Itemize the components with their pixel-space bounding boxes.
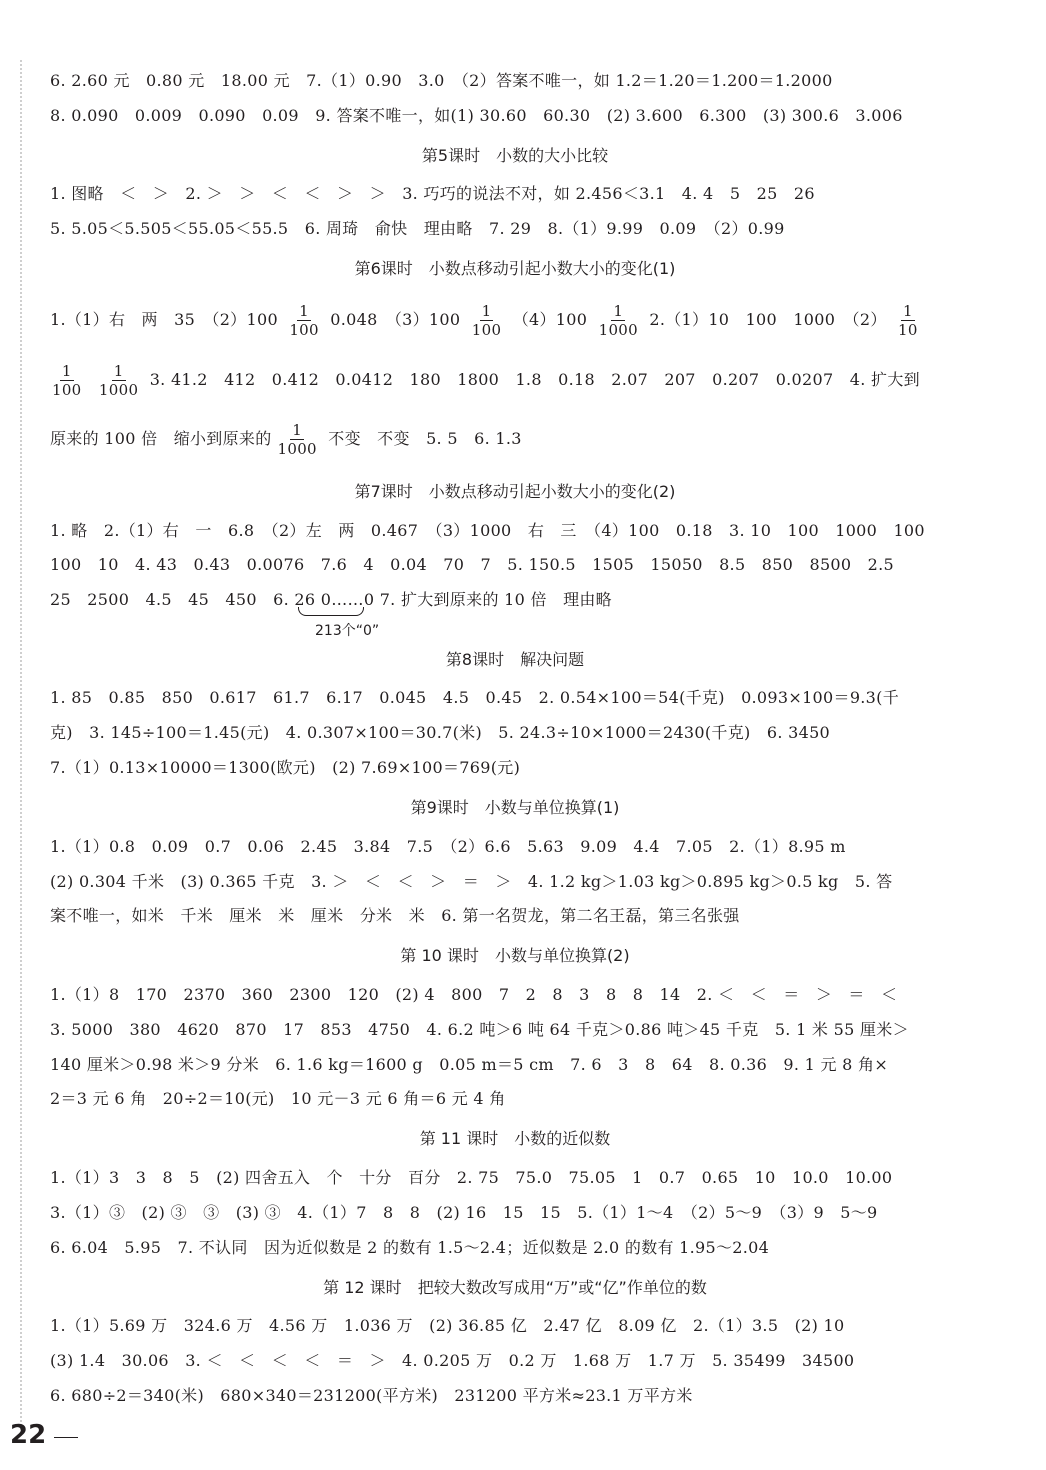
answer-text: 7. 扩大到原来的 10 倍 理由略 [379, 590, 612, 609]
fraction-1-100: $\frac{1}{100}$ [289, 302, 319, 339]
brace-annotation: 213个“0” [315, 623, 380, 639]
answer-line-with-fractions [46, 356, 976, 404]
answer-line: 1. 图略 ＜ ＞ 2. ＞ ＞ ＜ ＜ ＞ ＞ 3. 巧巧的说法不对，如 2.456＜3.1 4. 4 5 25 26 [50, 184, 815, 203]
underbrace [298, 607, 364, 616]
answer-text: 1.（1）右 两 35 （2）100 [50, 310, 278, 329]
answer-line: 140 厘米＞0.98 米＞9 分米 6. 1.6 kg＝1600 g 0.05 m＝5 cm 7. 6 3 8 64 8. 0.36 9. 1 元 8 角× [50, 1055, 889, 1074]
answer-line-with-fractions [50, 415, 980, 463]
lesson-number: 第6课时 [354, 259, 413, 278]
lesson-heading [50, 941, 980, 971]
answer-line: (3) 1.4 30.06 3. ＜ ＜ ＜ ＜ ＝ ＞ 4. 0.205 万 0.2 万 1.68 万 1.7 万 5. 35499 34500 [50, 1351, 855, 1370]
lesson-heading [50, 1273, 980, 1303]
lesson-title: 小数的近似数 [514, 1129, 611, 1148]
answer-line-with-fractions [50, 296, 980, 344]
answer-line: 1.（1）3 3 8 5 (2) 四舍五入 个 十分 百分 2. 75 75.0 75.05 1 0.7 0.65 10 10.0 10.00 [50, 1168, 893, 1187]
answer-line: 案不唯一，如米 千米 厘米 米 厘米 分米 米 6. 第一名贺龙，第二名王磊，第三名张强 [50, 906, 740, 925]
fraction-1-100: $\frac{1}{100}$ [52, 362, 82, 399]
answer-line: 6. 2.60 元 0.80 元 18.00 元 7.（1）0.90 3.0 （2）答案不唯一，如 1.2＝1.20＝1.200＝1.2000 [50, 71, 833, 90]
fraction-1-10: $\frac{1}{10}$ [898, 302, 918, 339]
lesson-heading [50, 477, 980, 507]
lesson-heading [50, 141, 980, 171]
answer-text: 原来的 100 倍 缩小到原来的 [50, 429, 272, 448]
fraction-1-1000: $\frac{1}{1000}$ [277, 421, 317, 458]
fraction-1-1000: $\frac{1}{1000}$ [98, 362, 139, 399]
lesson-title: 把较大数改写成用“万”或“亿”作单位的数 [417, 1278, 707, 1297]
answer-line: 3. 5000 380 4620 870 17 853 4750 4. 6.2 吨＞6 吨 64 千克＞0.86 吨＞45 千克 5. 1 米 55 厘米＞ [50, 1020, 909, 1039]
lesson-heading [50, 645, 980, 675]
fraction-1-100: $\frac{1}{100}$ [471, 302, 502, 339]
answer-line: 1. 85 0.85 850 0.617 61.7 6.17 0.045 4.5 0.45 2. 0.54×100＝54(千克) 0.093×100＝9.3(千 [50, 688, 900, 707]
answer-line: 100 10 4. 43 0.43 0.0076 7.6 4 0.04 70 7 5. 150.5 1505 15050 8.5 850 8500 2.5 [50, 555, 895, 574]
answer-line: 1. 略 2.（1）右 一 6.8 （2）左 两 0.467 （3）1000 右 三 （4）100 0.18 3. 10 100 1000 100 [50, 521, 925, 540]
answer-line: 8. 0.090 0.009 0.090 0.09 9. 答案不唯一，如(1) 30.60 60.30 (2) 3.600 6.300 (3) 300.6 3.006 [50, 106, 903, 125]
answer-text: 0.048 （3）100 [330, 310, 461, 329]
answer-line: 3.（1）③ (2) ③ ③ (3) ③ 4.（1）7 8 8 (2) 16 15 15 5.（1）1～4 （2）5～9 （3）9 5～9 [50, 1203, 878, 1222]
lesson-number: 第7课时 [354, 482, 413, 501]
answer-line: 克) 3. 145÷100＝1.45(元) 4. 0.307×100＝30.7(米) 5. 24.3÷10×1000＝2430(千克) 6. 3450 [50, 723, 831, 742]
answer-text: 3. 41.2 412 0.412 0.0412 180 1800 1.8 0.18 2.07 207 0.207 0.0207 4. 扩大到 [149, 370, 920, 389]
lesson-title: 解决问题 [520, 650, 585, 669]
answer-line: 6. 680÷2＝340(米) 680×340＝231200(平方米) 231200 平方米≈23.1 万平方米 [50, 1386, 693, 1405]
answer-text: （4）100 [512, 310, 588, 329]
answer-line: 2＝3 元 6 角 20÷2＝10(元) 10 元－3 元 6 角＝6 元 4 角 [50, 1089, 506, 1108]
binding-margin-line [20, 60, 22, 1430]
lesson-number: 第 10 课时 [400, 946, 479, 965]
lesson-number: 第 11 课时 [419, 1129, 499, 1148]
lesson-heading [50, 1124, 980, 1154]
answer-line: 1.（1）0.8 0.09 0.7 0.06 2.45 3.84 7.5 （2）6.6 5.63 9.09 4.4 7.05 2.（1）8.95 m [50, 837, 846, 856]
answer-text: 2.（1）10 100 1000 （2） [649, 310, 887, 329]
lesson-title: 小数与单位换算(2) [494, 946, 630, 965]
lesson-heading [50, 254, 980, 284]
lesson-heading [50, 793, 980, 823]
answer-line [50, 585, 980, 615]
answer-line: (2) 0.304 千米 (3) 0.365 千克 3. ＞ ＜ ＜ ＞ ＝ ＞ 4. 1.2 kg＞1.03 kg＞0.895 kg＞0.5 kg 5. 答 [50, 872, 893, 891]
page-number-rule [54, 1437, 78, 1438]
answer-line: 5. 5.05＜5.505＜55.05＜55.5 6. 周琦 俞快 理由略 7. 29 8.（1）9.99 0.09 （2）0.99 [50, 219, 785, 238]
lesson-title: 小数的大小比较 [496, 146, 609, 165]
lesson-title: 小数点移动引起小数大小的变化(1) [428, 259, 676, 278]
answer-line: 7.（1）0.13×10000＝1300(欧元) (2) 7.69×100＝769(元) [50, 758, 521, 777]
braced-number: 26 0……0 [294, 585, 374, 615]
lesson-title: 小数点移动引起小数大小的变化(2) [428, 482, 676, 501]
page-number: 22 [10, 1420, 47, 1450]
lesson-title: 小数与单位换算(1) [484, 798, 620, 817]
lesson-number: 第 12 课时 [323, 1278, 402, 1297]
lesson-number: 第5课时 [421, 146, 481, 165]
answer-text: 不变 不变 5. 5 6. 1.3 [328, 429, 522, 448]
lesson-number: 第8课时 [445, 650, 505, 669]
answer-line: 1.（1）8 170 2370 360 2300 120 (2) 4 800 7 2 8 3 8 8 14 2. ＜ ＜ ＝ ＞ ＝ ＜ [50, 985, 898, 1004]
lesson-number: 第9课时 [410, 798, 469, 817]
fraction-1-1000: $\frac{1}{1000}$ [598, 302, 638, 339]
answer-line: 6. 6.04 5.95 7. 不认同 因为近似数是 2 的数有 1.5～2.4；近似数是 2.0 的数有 1.95～2.04 [50, 1238, 770, 1257]
answer-text: 25 2500 4.5 45 450 6. [50, 590, 289, 609]
answer-line: 1.（1）5.69 万 324.6 万 4.56 万 1.036 万 (2) 36.85 亿 2.47 亿 8.09 亿 2.（1）3.5 (2) 10 [50, 1316, 845, 1335]
